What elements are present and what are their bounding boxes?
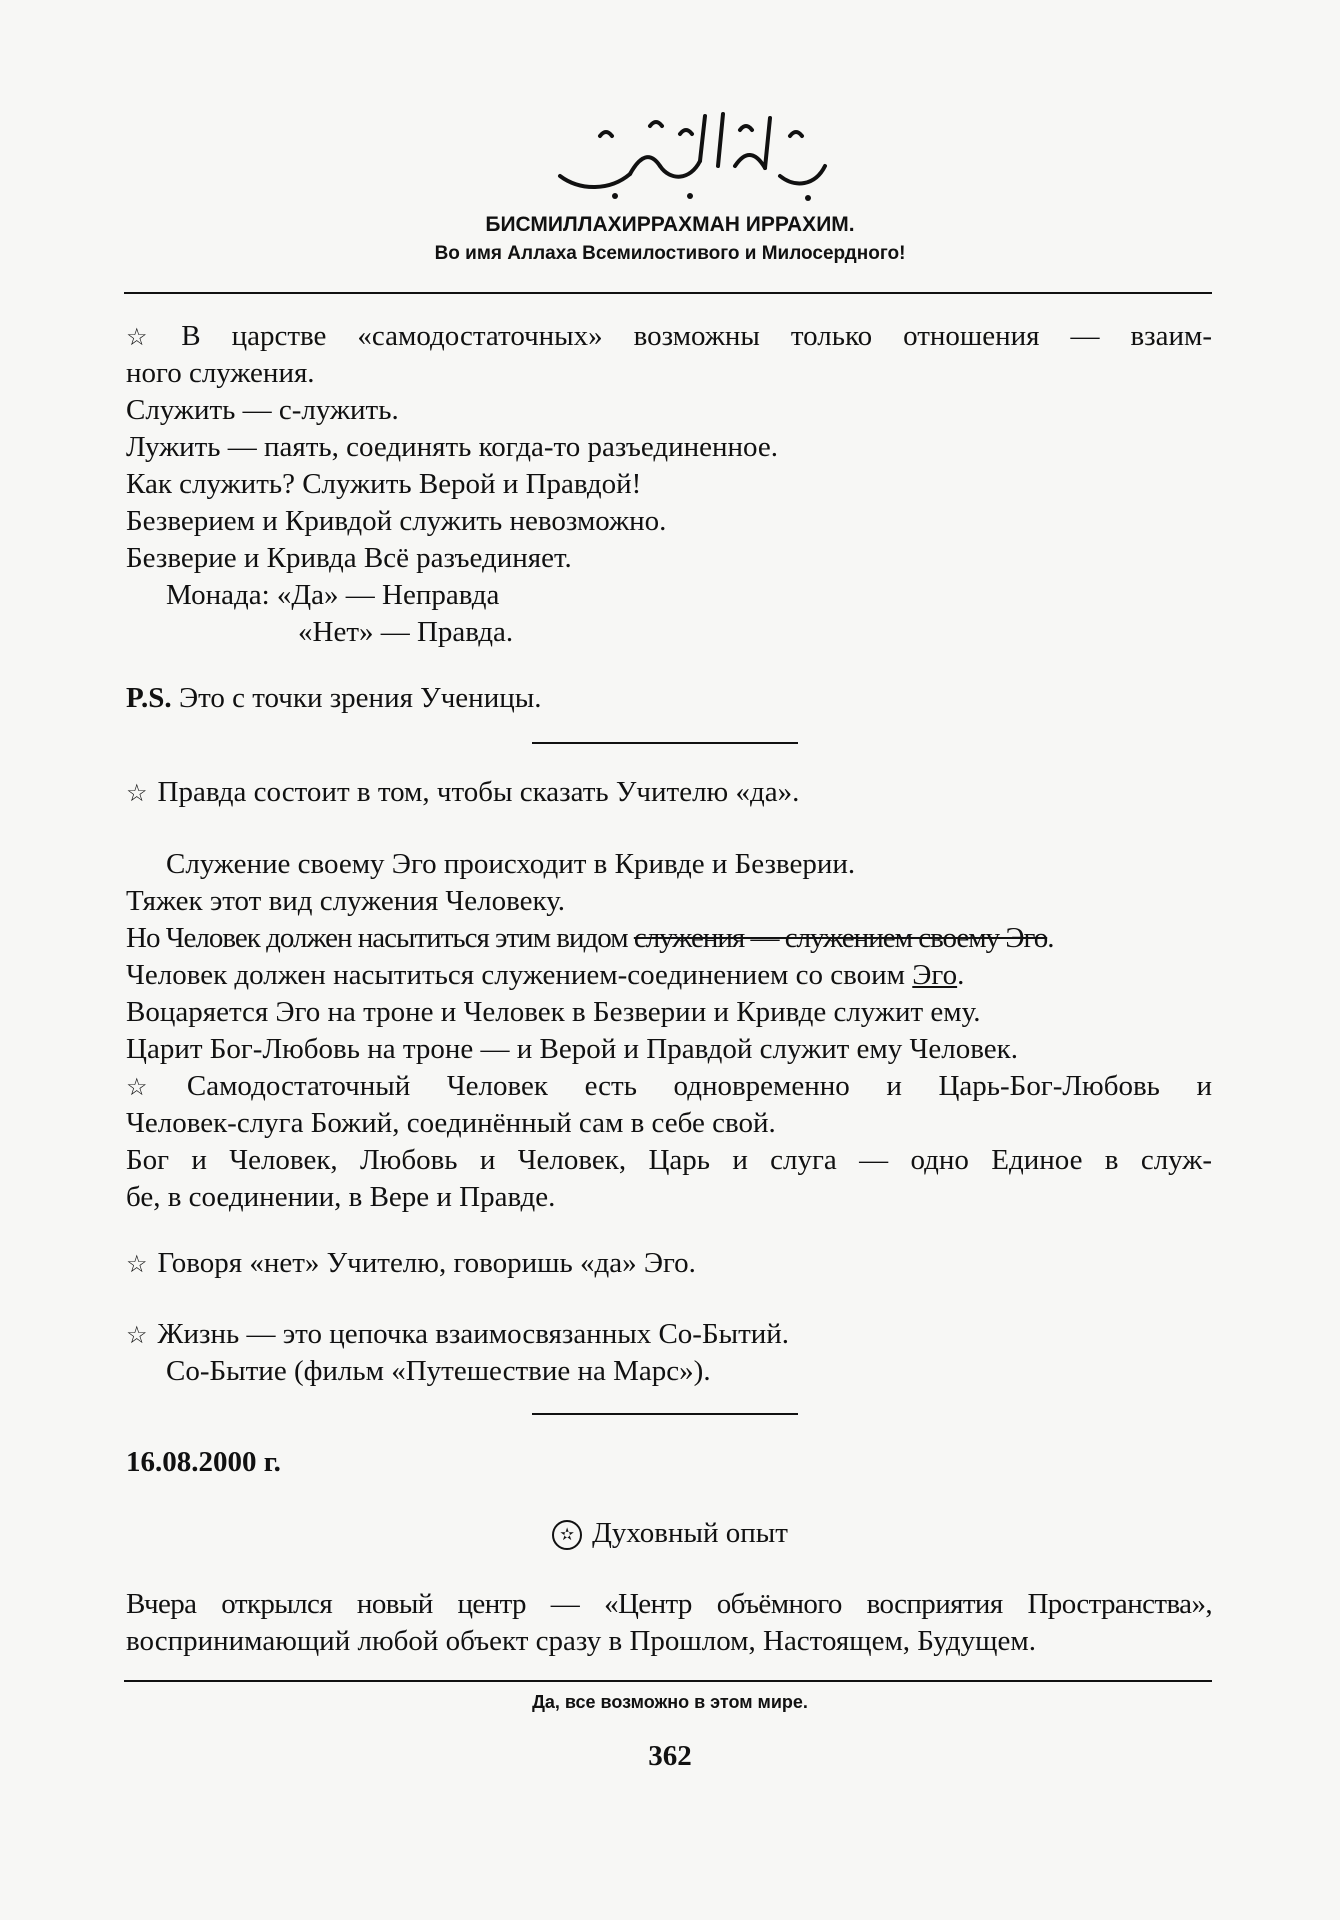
section-heading: ✫ Духовный опыт <box>0 1515 1340 1552</box>
star-icon: ☆ <box>126 781 148 807</box>
paragraph-line: ☆ Правда состоит в том, чтобы сказать Учителю «да». <box>126 776 800 808</box>
paragraph-line: ☆ Говоря «нет» Учителю, говоришь «да» Эго. <box>126 1247 696 1279</box>
paragraph-line: ☆ Самодостаточный Человек есть одновременно и Царь-Бог-Любовь и <box>126 1070 1212 1102</box>
paragraph-line: Монада: «Да» — Неправда <box>166 579 500 611</box>
paragraph-line: Вчера открылся новый центр — «Центр объёмного восприятия Пространства», <box>126 1588 1212 1620</box>
paragraph-line: ☆ Жизнь — это цепочка взаимосвязанных Со-Бытий. <box>126 1318 790 1350</box>
section-divider <box>532 742 798 744</box>
paragraph-line: «Нет» — Правда. <box>298 616 514 648</box>
star-icon: ☆ <box>126 1075 177 1101</box>
header-subtitle: Во имя Аллаха Всемилостивого и Милосердного! <box>434 243 906 264</box>
star-icon: ☆ <box>126 325 172 351</box>
footer-note: Да, все возможно в этом мире. <box>532 1692 808 1712</box>
bismillah-calligraphy <box>540 96 840 206</box>
paragraph-line: Безверием и Кривдой служить невозможно. <box>126 505 667 537</box>
postscript-line: P.S. Это с точки зрения Ученицы. <box>126 682 542 714</box>
spiritual-star-icon: ✫ <box>552 1520 582 1550</box>
star-icon: ☆ <box>126 1252 148 1278</box>
header-divider <box>124 292 1212 294</box>
paragraph-line: Тяжек этот вид служения Человеку. <box>126 885 566 917</box>
paragraph-line: Человек-слуга Божий, соединённый сам в себе свой. <box>126 1107 776 1139</box>
paragraph-line: воспринимающий любой объект сразу в Прошлом, Настоящем, Будущем. <box>126 1625 1036 1657</box>
paragraph-line: Царит Бог-Любовь на троне — и Верой и Правдой служит ему Человек. <box>126 1033 1018 1065</box>
paragraph-line: Лужить — паять, соединять когда-то разъединенное. <box>126 431 779 463</box>
entry-date: 16.08.2000 г. <box>126 1446 281 1478</box>
paragraph-line: Человек должен насытиться служением-соединением со своим Эго. <box>126 959 965 991</box>
footer-divider <box>124 1680 1212 1682</box>
paragraph-line: Безверие и Кривда Всё разъединяет. <box>126 542 572 574</box>
page-number: 362 <box>648 1740 692 1772</box>
paragraph-line: Служение своему Эго происходит в Кривде и Безверии. <box>166 848 856 880</box>
paragraph-line: Служить — с-лужить. <box>126 394 399 426</box>
paragraph-line: бе, в соединении, в Вере и Правде. <box>126 1181 556 1213</box>
header-title: БИСМИЛЛАХИРРАХМАН ИРРАХИМ. <box>485 213 855 236</box>
paragraph-line: Воцаряется Эго на троне и Человек в Безверии и Кривде служит ему. <box>126 996 981 1028</box>
paragraph-line: ного служения. <box>126 357 315 389</box>
section-divider <box>532 1413 798 1415</box>
paragraph-line: ☆ В царстве «самодостаточных» возможны только отношения — взаим- <box>126 320 1212 352</box>
paragraph-line: Но Человек должен насытиться этим видом служения — служением своему Эго. <box>126 922 1054 954</box>
paragraph-line: Как служить? Служить Верой и Правдой! <box>126 468 642 500</box>
paragraph-line: Бог и Человек, Любовь и Человек, Царь и слуга — одно Единое в служ- <box>126 1144 1212 1176</box>
postscript-label: P.S. <box>126 682 172 714</box>
star-icon: ☆ <box>126 1323 148 1349</box>
paragraph-line: Со-Бытие (фильм «Путешествие на Марс»). <box>166 1355 711 1387</box>
